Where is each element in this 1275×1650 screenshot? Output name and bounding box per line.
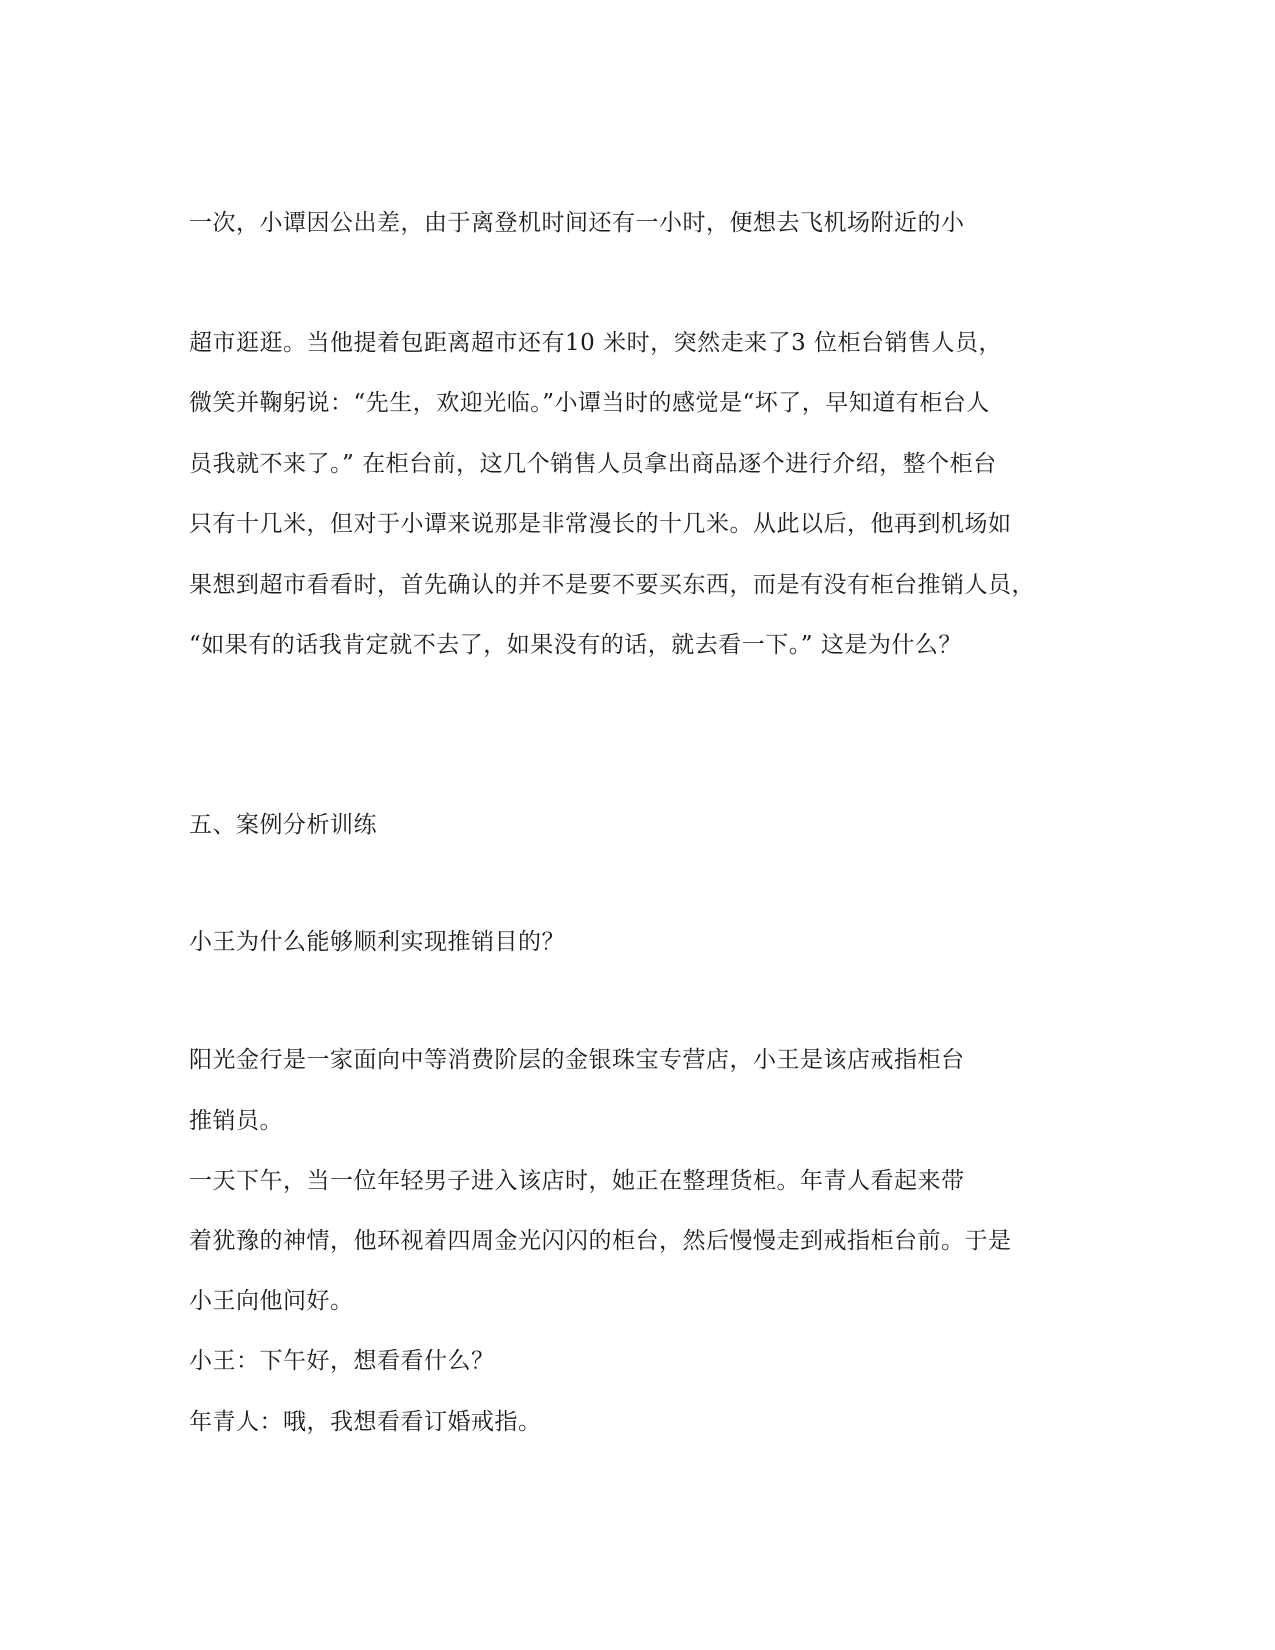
story-line: 只有十几米，但对于小谭来说那是非常漫长的十几米。从此以后，他再到机场如 [189,511,1012,537]
story-line: 微笑并鞠躬说：“先生，欢迎光临。”小谭当时的感觉是“坏了，早知道有柜台人 [189,390,990,416]
case-line: 小王向他问好。 [189,1288,354,1314]
section-heading: 五、案例分析训练 [189,812,377,838]
case-line: 推销员。 [189,1108,283,1134]
dialogue-line: 年青人：哦，我想看看订婚戒指。 [189,1409,542,1435]
case-line: 着犹豫的神情，他环视着四周金光闪闪的柜台，然后慢慢走到戒指柜台前。于是 [189,1228,1012,1254]
story-line: 员我就不来了。” 在柜台前，这几个销售人员拿出商品逐个进行介绍，整个柜台 [189,451,997,477]
dialogue-line: 小王：下午好，想看看什么？ [189,1348,495,1374]
case-line: 一天下午，当一位年轻男子进入该店时，她正在整理货柜。年青人看起来带 [189,1168,965,1194]
story-line: “如果有的话我肯定就不去了，如果没有的话，就去看一下。” 这是为什么？ [189,632,962,658]
story-line: 一次，小谭因公出差，由于离登机时间还有一小时，便想去飞机场附近的小 [189,210,965,236]
case-question: 小王为什么能够顺利实现推销目的？ [189,929,565,955]
story-line: 超市逛逛。当他提着包距离超市还有10 米时，突然走来了3 位柜台销售人员， [189,330,1003,356]
case-line: 阳光金行是一家面向中等消费阶层的金银珠宝专营店，小王是该店戒指柜台 [189,1047,965,1073]
story-line: 果想到超市看看时，首先确认的并不是要不要买东西，而是有没有柜台推销人员， [189,572,1035,598]
